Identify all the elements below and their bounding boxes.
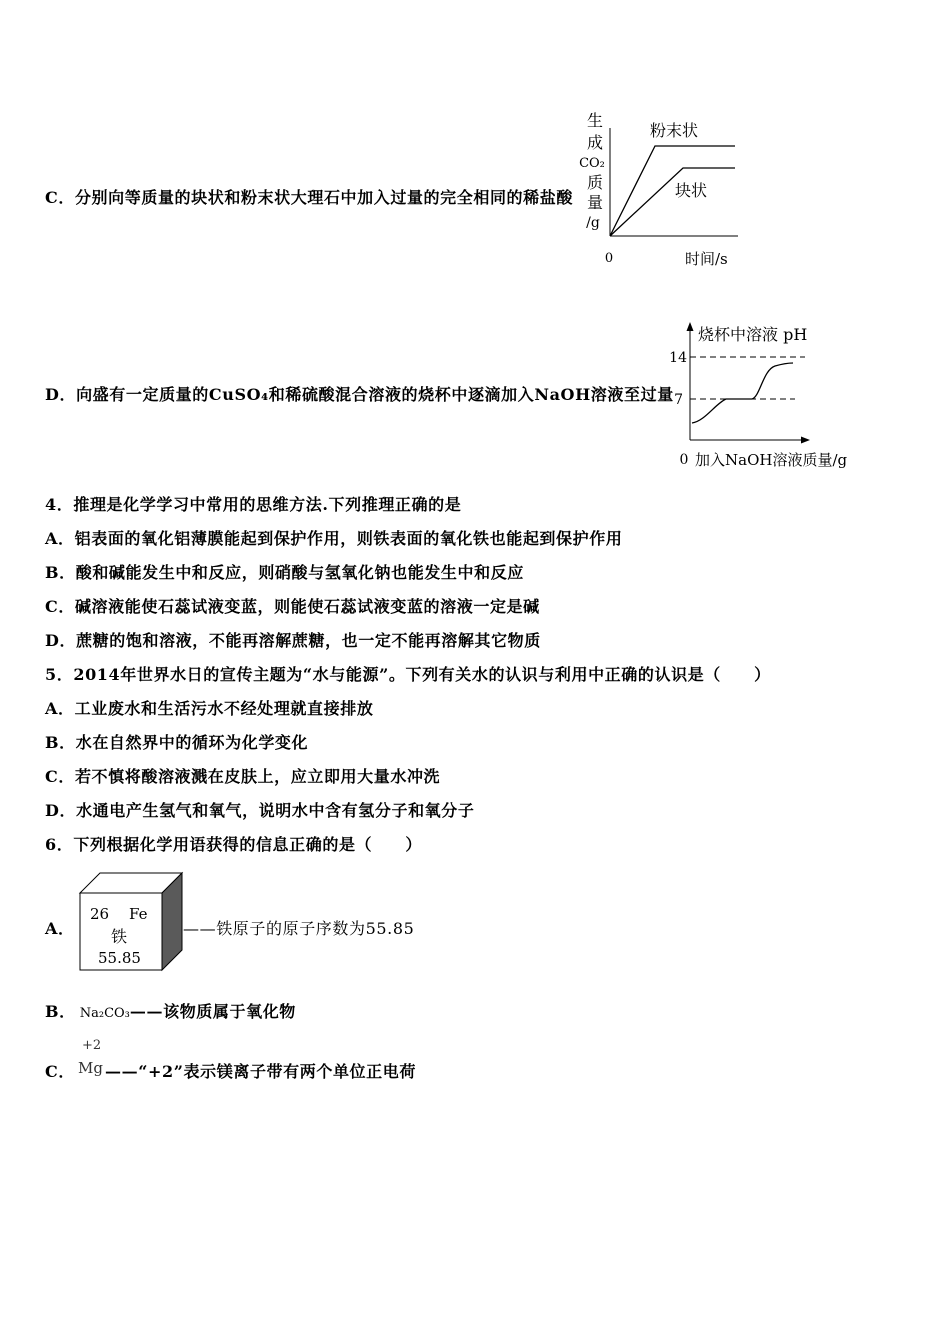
question-stem: 推理是化学学习中常用的思维方法.下列推理正确的是 xyxy=(73,495,462,514)
q5-option-c xyxy=(45,766,440,788)
ph-curve xyxy=(692,363,793,423)
option-text: 分别向等质量的块状和粉末状大理石中加入过量的完全相同的稀盐酸 xyxy=(74,188,573,207)
ph-naoh-graph xyxy=(660,318,860,474)
option-text: 水在自然界中的循环为化学变化 xyxy=(75,733,309,752)
option-text: 若不慎将酸溶液溅在皮肤上，应立即用大量水冲洗 xyxy=(74,767,441,786)
iron-element-card xyxy=(76,870,186,974)
valence-charge: +2 xyxy=(82,1038,102,1053)
option-text: ——该物质属于氧化物 xyxy=(129,1002,296,1021)
option-text: 蔗糖的饱和溶液，不能再溶解蔗糖，也一定不能再溶解其它物质 xyxy=(76,631,541,650)
y-axis-label-char: 生 xyxy=(586,111,604,130)
q6-stem xyxy=(45,834,422,856)
atomic-number: 26 xyxy=(90,905,110,923)
q4-option-b xyxy=(45,562,524,584)
option-label: C． xyxy=(45,1062,75,1081)
x-axis-label: 时间/s xyxy=(685,250,728,268)
option-label: C． xyxy=(45,767,75,786)
question-stem: 2014年世界水日的宣传主题为“水与能源”。下列有关水的认识与利用中正确的认识是（ ） xyxy=(73,665,771,684)
option-label: B． xyxy=(45,563,76,582)
q6-option-a-label xyxy=(45,918,75,940)
chemical-formula: Na₂CO₃ xyxy=(79,1006,130,1021)
y-axis-label-char: 质 xyxy=(586,173,604,192)
q5-option-d xyxy=(45,800,474,822)
q6-option-a-text xyxy=(183,918,414,940)
element-symbol: Mg xyxy=(78,1059,103,1077)
question-number: 6． xyxy=(45,835,74,854)
atomic-mass: 55.85 xyxy=(98,949,141,967)
question-number: 5． xyxy=(45,665,74,684)
q5-option-b xyxy=(45,732,308,754)
option-text: 水通电产生氢气和氧气，说明水中含有氢分子和氧分子 xyxy=(76,801,475,820)
x-axis-label: 加入NaOH溶液质量/g xyxy=(695,451,848,469)
q4-stem xyxy=(45,494,461,516)
option-label: A． xyxy=(45,919,75,938)
element-name: 铁 xyxy=(110,927,128,946)
origin-label: 0 xyxy=(604,251,614,266)
q6-option-b xyxy=(45,1001,296,1023)
option-label: B． xyxy=(45,733,76,752)
option-text: ——铁原子的原子序数为55.85 xyxy=(183,919,415,938)
option-label: C． xyxy=(45,188,75,207)
powder-curve xyxy=(610,146,735,236)
lump-series-label: 块状 xyxy=(675,181,708,200)
y-axis-label-formula: CO₂ xyxy=(579,156,605,171)
question-number: 4． xyxy=(45,495,74,514)
option-label: A． xyxy=(45,699,75,718)
option-label: A． xyxy=(45,529,75,548)
y-axis-arrow xyxy=(687,322,694,331)
option-text: 向盛有一定质量的CuSO₄和稀硫酸混合溶液的烧杯中逐滴加入NaOH溶液至过量 xyxy=(76,385,674,404)
question-stem: 下列根据化学用语获得的信息正确的是（ ） xyxy=(73,835,422,854)
option-text: 酸和碱能发生中和反应，则硝酸与氢氧化钠也能发生中和反应 xyxy=(75,563,524,582)
option-label: D． xyxy=(45,385,77,404)
q3-option-c xyxy=(45,187,573,209)
y-tick-14: 14 xyxy=(669,350,687,366)
option-text: ——“+2”表示镁离子带有两个单位正电荷 xyxy=(105,1062,416,1081)
q3-option-d xyxy=(45,384,674,406)
q6-option-c-text xyxy=(105,1061,416,1083)
q4-option-a xyxy=(45,528,622,550)
y-tick-7: 7 xyxy=(674,392,683,408)
y-axis-label-char: 量 xyxy=(586,193,604,212)
q5-stem xyxy=(45,664,771,686)
option-label: D． xyxy=(45,801,77,820)
lump-curve xyxy=(610,168,735,236)
co2-mass-time-graph xyxy=(575,105,745,275)
origin-label: 0 xyxy=(679,452,689,468)
element-symbol: Fe xyxy=(129,905,148,923)
y-axis-label: 烧杯中溶液 pH xyxy=(698,325,808,344)
q4-option-d xyxy=(45,630,541,652)
option-label: D． xyxy=(45,631,77,650)
option-text: 铝表面的氧化铝薄膜能起到保护作用，则铁表面的氧化铁也能起到保护作用 xyxy=(74,529,623,548)
y-axis-label-char: 成 xyxy=(586,133,604,152)
option-label: B． xyxy=(45,1002,76,1021)
x-axis-arrow xyxy=(801,437,810,444)
q4-option-c xyxy=(45,596,540,618)
y-axis-label-unit: /g xyxy=(586,215,600,231)
powder-series-label: 粉末状 xyxy=(650,121,699,140)
option-text: 工业废水和生活污水不经处理就直接排放 xyxy=(74,699,374,718)
q5-option-a xyxy=(45,698,373,720)
q6-option-c-label xyxy=(45,1061,75,1083)
option-text: 碱溶液能使石蕊试液变蓝，则能使石蕊试液变蓝的溶液一定是碱 xyxy=(74,597,540,616)
option-label: C． xyxy=(45,597,75,616)
